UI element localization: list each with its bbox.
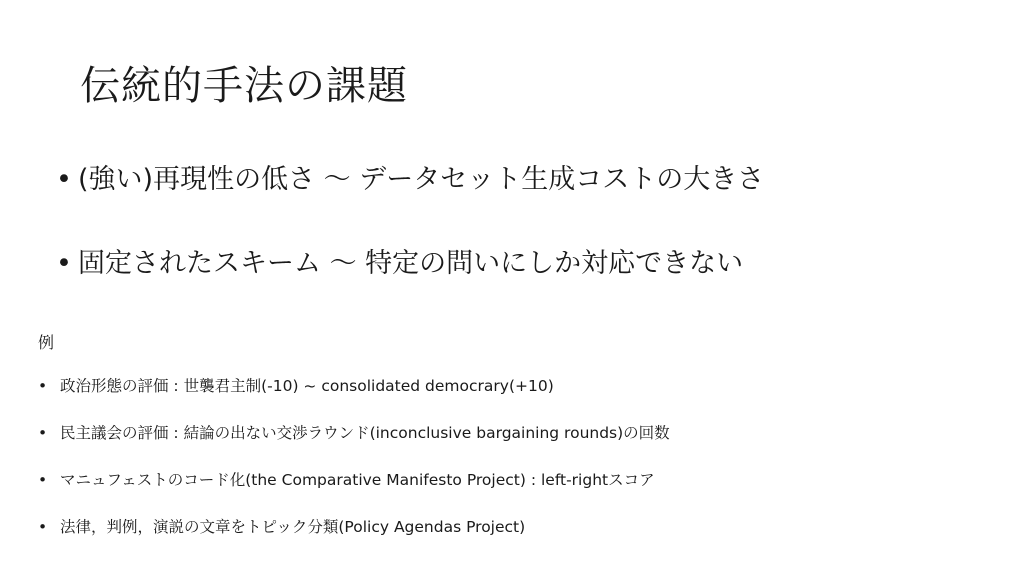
main-bullet-list bbox=[56, 160, 764, 284]
example-bullet-item: • 民主議会の評価 : 結論の出ない交渉ラウンド(inconclusive bargaining rounds)の回数 bbox=[38, 421, 670, 445]
main-bullet-item: • 固定されたスキーム 〜 特定の問いにしか対応できない bbox=[56, 244, 764, 284]
example-bullet-item: • 法律，判例，演説の文章をトピック分類(Policy Agendas Project) bbox=[38, 515, 670, 539]
example-bullet-item: • マニュフェストのコード化(the Comparative Manifesto Project) : left-rightスコア bbox=[38, 468, 670, 492]
main-bullet-item: • (強い)再現性の低さ 〜 データセット生成コストの大きさ bbox=[56, 160, 764, 200]
example-label: 例 bbox=[38, 333, 55, 352]
example-bullet-item: • 政治形態の評価 : 世襲君主制(-10) ~ consolidated democrary(+10) bbox=[38, 374, 670, 398]
slide-title: 伝統的手法の課題 bbox=[80, 63, 408, 109]
example-bullet-list bbox=[38, 374, 670, 539]
